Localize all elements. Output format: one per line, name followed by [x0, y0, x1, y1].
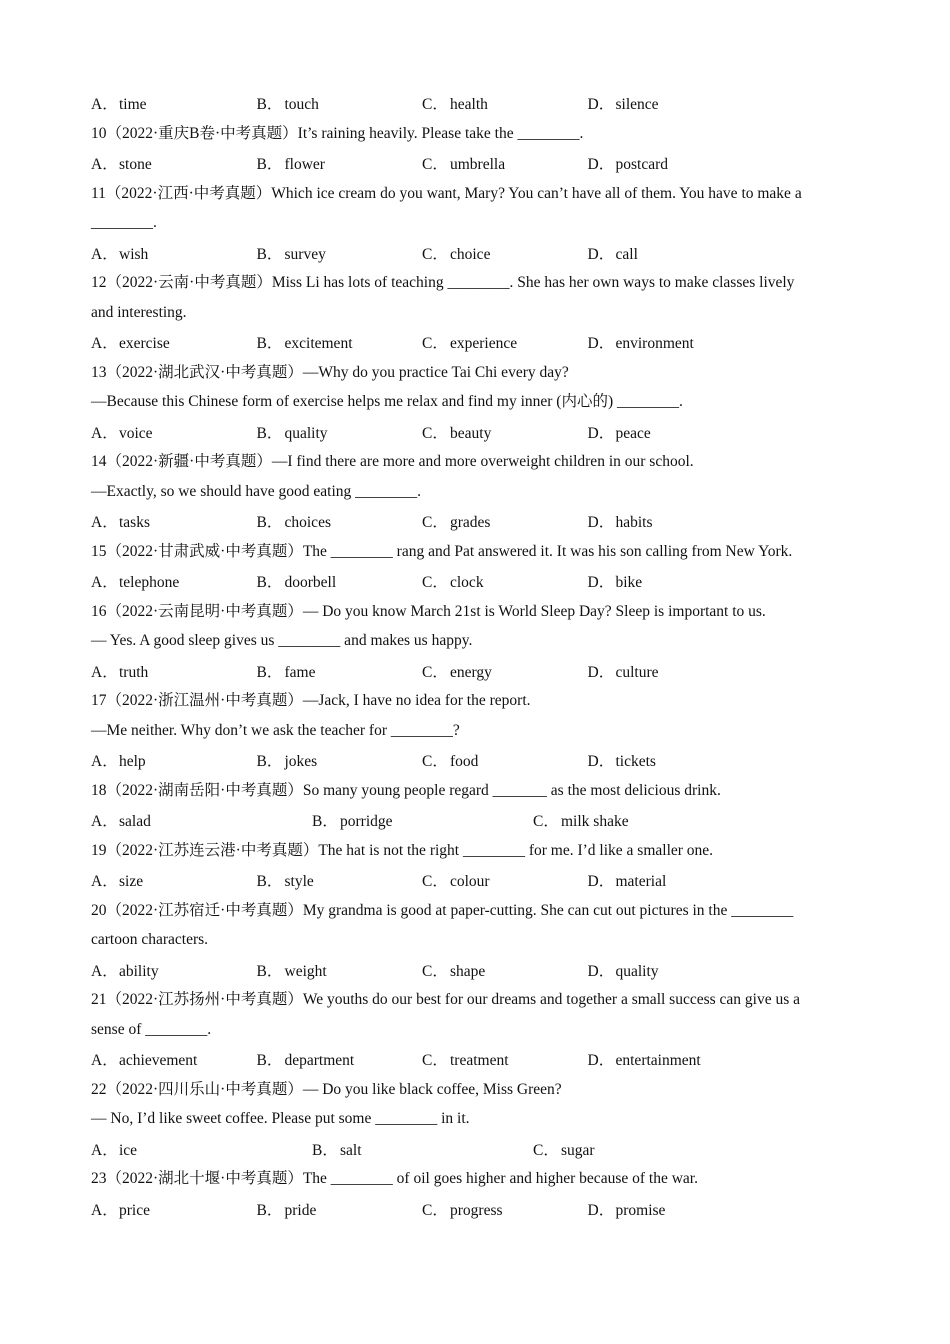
- option-letter: B．: [256, 245, 283, 263]
- option-text: colour: [450, 873, 490, 891]
- answer-option: [312, 1138, 533, 1160]
- answer-option: [533, 809, 733, 831]
- answer-options: [91, 745, 861, 776]
- answer-option: [257, 510, 423, 532]
- answer-options: [91, 148, 861, 179]
- option-letter: D．: [587, 1201, 615, 1219]
- option-text: material: [615, 873, 667, 891]
- option-letter: A．: [91, 663, 118, 681]
- option-letter: D．: [587, 574, 615, 592]
- answer-option: [91, 92, 257, 114]
- option-text: health: [450, 96, 488, 114]
- answer-option: [257, 869, 423, 891]
- option-text: stone: [119, 156, 152, 174]
- option-text: flower: [284, 156, 325, 174]
- question-stem-line: 21（2022·江苏扬州·中考真题）We youths do our best for our dreams and together a small success can give us a: [91, 991, 801, 1008]
- question-stem-line: cartoon characters.: [91, 931, 209, 948]
- question-stem-line: 17（2022·浙江温州·中考真题）—Jack, I have no idea for the report.: [91, 692, 531, 709]
- option-letter: A．: [91, 424, 118, 442]
- answer-option: [257, 92, 423, 114]
- question-q17: [91, 686, 861, 776]
- option-letter: B．: [256, 663, 283, 681]
- answer-option: [422, 510, 588, 532]
- option-letter: A．: [91, 753, 118, 771]
- option-text: bike: [615, 574, 643, 592]
- answer-option: [257, 749, 423, 771]
- option-letter: A．: [91, 1201, 118, 1219]
- answer-option: [91, 510, 257, 532]
- answer-option: [257, 959, 423, 981]
- option-letter: A．: [91, 245, 118, 263]
- option-letter: B．: [256, 424, 283, 442]
- answer-options: [91, 88, 861, 119]
- option-text: choice: [450, 245, 491, 263]
- answer-option: [257, 570, 423, 592]
- answer-option: [588, 1198, 754, 1220]
- question-stem-line: —Because this Chinese form of exercise helps me relax and find my inner (内心的) ________.: [91, 393, 683, 410]
- answer-option: [91, 660, 257, 682]
- option-letter: A．: [91, 962, 118, 980]
- answer-option: [312, 809, 533, 831]
- answer-option: [588, 421, 754, 443]
- question-stem-line: and interesting.: [91, 303, 187, 321]
- answer-option: [91, 869, 257, 891]
- answer-option: [91, 152, 257, 174]
- option-text: call: [615, 245, 638, 263]
- question-stem-line: 23（2022·湖北十堰·中考真题）The ________ of oil goes higher and higher because of the war.: [91, 1170, 698, 1187]
- answer-option: [257, 1198, 423, 1220]
- option-text: price: [119, 1201, 150, 1219]
- option-text: weight: [284, 962, 327, 980]
- answer-options: [91, 327, 861, 358]
- option-text: environment: [615, 335, 694, 353]
- option-text: quality: [615, 962, 659, 980]
- answer-options: [91, 417, 861, 448]
- option-text: entertainment: [615, 1052, 701, 1070]
- question-stem-line: — No, I’d like sweet coffee. Please put some ________ in it.: [91, 1110, 470, 1127]
- option-text: culture: [615, 663, 659, 681]
- question-list: [91, 88, 861, 1224]
- option-text: promise: [615, 1201, 666, 1219]
- option-letter: A．: [91, 96, 118, 114]
- option-text: quality: [284, 424, 328, 442]
- option-text: grades: [450, 514, 491, 532]
- question-stem-line: 13（2022·湖北武汉·中考真题）—Why do you practice Tai Chi every day?: [91, 363, 569, 381]
- option-letter: B．: [256, 96, 283, 114]
- answer-options: [91, 566, 861, 597]
- answer-option: [422, 92, 588, 114]
- answer-option: [588, 660, 754, 682]
- option-letter: D．: [587, 156, 615, 174]
- option-text: beauty: [450, 424, 492, 442]
- answer-option: [257, 421, 423, 443]
- option-text: survey: [284, 245, 326, 263]
- question-q18: [91, 776, 861, 836]
- question-q19: [91, 836, 861, 896]
- option-letter: D．: [587, 514, 615, 532]
- option-text: fame: [284, 663, 316, 681]
- question-q16: [91, 597, 861, 687]
- answer-option: [91, 809, 312, 831]
- option-letter: B．: [256, 156, 283, 174]
- question-q9: [91, 88, 861, 119]
- answer-option: [91, 1048, 257, 1070]
- answer-option: [588, 749, 754, 771]
- question-q15: [91, 537, 861, 597]
- option-text: food: [450, 753, 479, 771]
- question-q20: [91, 896, 861, 986]
- answer-options: [91, 656, 861, 687]
- answer-option: [588, 1048, 754, 1070]
- answer-options: [91, 1134, 861, 1165]
- option-letter: C．: [422, 873, 448, 891]
- option-letter: C．: [422, 962, 448, 980]
- option-text: habits: [615, 514, 653, 532]
- option-letter: C．: [422, 96, 448, 114]
- answer-options: [91, 506, 861, 537]
- question-stem-line: 22（2022·四川乐山·中考真题）— Do you like black coffee, Miss Green?: [91, 1080, 562, 1098]
- option-letter: D．: [587, 245, 615, 263]
- answer-option: [422, 242, 588, 264]
- option-letter: A．: [91, 156, 118, 174]
- option-letter: A．: [91, 514, 118, 532]
- option-text: time: [119, 96, 147, 114]
- answer-option: [533, 1138, 733, 1160]
- question-stem-line: 10（2022·重庆B卷·中考真题）It’s raining heavily. Please take the ________.: [91, 124, 584, 142]
- option-text: silence: [615, 96, 659, 114]
- option-letter: C．: [422, 753, 448, 771]
- option-letter: A．: [91, 873, 118, 891]
- question-stem-line: 16（2022·云南昆明·中考真题）— Do you know March 21st is World Sleep Day? Sleep is important to us.: [91, 602, 766, 620]
- option-text: telephone: [119, 574, 180, 592]
- option-text: progress: [450, 1201, 503, 1219]
- option-text: tickets: [615, 753, 656, 771]
- option-letter: A．: [91, 574, 118, 592]
- answer-option: [257, 660, 423, 682]
- answer-option: [422, 660, 588, 682]
- option-text: energy: [450, 663, 492, 681]
- option-text: milk shake: [561, 813, 629, 831]
- question-stem-line: 12（2022·云南·中考真题）Miss Li has lots of teaching ________. She has her own ways to make classes lively: [91, 274, 795, 291]
- option-text: touch: [284, 96, 319, 114]
- answer-options: [91, 805, 861, 836]
- question-q22: [91, 1075, 861, 1165]
- answer-option: [91, 749, 257, 771]
- question-stem-line: ________.: [91, 214, 157, 231]
- option-text: salt: [340, 1141, 362, 1159]
- answer-option: [91, 1198, 257, 1220]
- option-letter: C．: [533, 1141, 559, 1159]
- option-text: ability: [119, 962, 159, 980]
- option-text: doorbell: [284, 574, 337, 592]
- option-letter: C．: [422, 156, 448, 174]
- option-letter: C．: [422, 1052, 448, 1070]
- question-q12: [91, 268, 861, 358]
- answer-options: [91, 865, 861, 896]
- option-letter: B．: [256, 1201, 283, 1219]
- option-letter: A．: [91, 1052, 118, 1070]
- option-text: salad: [119, 813, 151, 831]
- answer-options: [91, 1194, 861, 1225]
- question-q11: [91, 179, 861, 269]
- answer-option: [422, 749, 588, 771]
- option-letter: B．: [256, 1052, 283, 1070]
- option-text: help: [119, 753, 146, 771]
- question-stem-line: —Exactly, so we should have good eating ________.: [91, 482, 422, 500]
- option-text: department: [284, 1052, 355, 1070]
- answer-option: [91, 959, 257, 981]
- option-letter: B．: [256, 574, 283, 592]
- option-letter: C．: [422, 663, 448, 681]
- option-text: experience: [450, 335, 518, 353]
- question-q10: [91, 119, 861, 179]
- question-q21: [91, 985, 861, 1075]
- option-text: pride: [284, 1201, 317, 1219]
- answer-option: [422, 1048, 588, 1070]
- option-letter: D．: [587, 962, 615, 980]
- option-letter: B．: [256, 514, 283, 532]
- option-letter: D．: [587, 873, 615, 891]
- option-letter: C．: [422, 514, 448, 532]
- answer-option: [588, 92, 754, 114]
- option-text: porridge: [340, 813, 393, 831]
- option-text: truth: [119, 663, 149, 681]
- option-letter: C．: [422, 1201, 448, 1219]
- question-stem-line: 18（2022·湖南岳阳·中考真题）So many young people regard _______ as the most delicious drink.: [91, 781, 721, 799]
- option-letter: C．: [422, 335, 448, 353]
- answer-option: [422, 421, 588, 443]
- option-text: sugar: [561, 1141, 595, 1159]
- option-letter: D．: [587, 1052, 615, 1070]
- question-q14: [91, 447, 861, 537]
- answer-option: [422, 1198, 588, 1220]
- answer-options: [91, 955, 861, 986]
- option-letter: B．: [256, 753, 283, 771]
- answer-option: [257, 331, 423, 353]
- question-stem-line: 11（2022·江西·中考真题）Which ice cream do you want, Mary? You can’t have all of them. You have to make a: [91, 184, 802, 202]
- answer-option: [91, 421, 257, 443]
- option-text: tasks: [119, 514, 150, 532]
- option-text: shape: [450, 962, 486, 980]
- option-letter: A．: [91, 1141, 118, 1159]
- option-text: clock: [450, 574, 484, 592]
- answer-options: [91, 1044, 861, 1075]
- option-text: voice: [119, 424, 153, 442]
- option-letter: B．: [256, 873, 283, 891]
- answer-option: [588, 152, 754, 174]
- question-stem-line: sense of ________.: [91, 1020, 212, 1038]
- answer-option: [422, 869, 588, 891]
- option-text: style: [284, 873, 314, 891]
- answer-options: [91, 238, 861, 269]
- option-letter: A．: [91, 335, 118, 353]
- answer-option: [588, 331, 754, 353]
- option-text: ice: [119, 1141, 138, 1159]
- answer-option: [91, 242, 257, 264]
- answer-option: [422, 570, 588, 592]
- answer-option: [588, 242, 754, 264]
- answer-option: [588, 869, 754, 891]
- option-text: exercise: [119, 335, 170, 353]
- answer-option: [91, 1138, 312, 1160]
- option-letter: D．: [587, 335, 615, 353]
- answer-option: [257, 152, 423, 174]
- question-stem-line: 19（2022·江苏连云港·中考真题）The hat is not the right ________ for me. I’d like a smaller one.: [91, 841, 714, 859]
- question-stem-line: —Me neither. Why don’t we ask the teacher for ________?: [91, 721, 460, 739]
- option-text: umbrella: [450, 156, 506, 174]
- option-text: excitement: [284, 335, 353, 353]
- option-text: choices: [284, 514, 331, 532]
- option-text: size: [119, 873, 144, 891]
- option-letter: D．: [587, 424, 615, 442]
- answer-option: [91, 331, 257, 353]
- option-letter: D．: [587, 753, 615, 771]
- option-text: peace: [615, 424, 651, 442]
- answer-option: [588, 510, 754, 532]
- option-letter: B．: [256, 335, 283, 353]
- option-letter: B．: [256, 962, 283, 980]
- answer-option: [422, 959, 588, 981]
- question-stem-line: 14（2022·新疆·中考真题）—I find there are more and more overweight children in our school.: [91, 453, 694, 470]
- answer-option: [588, 959, 754, 981]
- question-stem-line: — Yes. A good sleep gives us ________ and makes us happy.: [91, 632, 473, 649]
- option-letter: B．: [312, 813, 338, 831]
- option-letter: C．: [422, 574, 448, 592]
- answer-option: [257, 242, 423, 264]
- answer-option: [257, 1048, 423, 1070]
- option-letter: B．: [312, 1141, 338, 1159]
- option-letter: C．: [533, 813, 559, 831]
- answer-option: [588, 570, 754, 592]
- answer-option: [422, 152, 588, 174]
- question-stem-line: 15（2022·甘肃武威·中考真题）The ________ rang and Pat answered it. It was his son calling from New York.: [91, 542, 793, 560]
- option-letter: C．: [422, 245, 448, 263]
- option-text: treatment: [450, 1052, 509, 1070]
- question-q13: [91, 358, 861, 448]
- option-text: achievement: [119, 1052, 198, 1070]
- option-text: wish: [119, 245, 149, 263]
- answer-option: [422, 331, 588, 353]
- option-letter: A．: [91, 813, 118, 831]
- question-stem-line: 20（2022·江苏宿迁·中考真题）My grandma is good at paper-cutting. She can cut out pictures in the ________: [91, 901, 794, 919]
- question-q23: [91, 1164, 861, 1224]
- option-text: postcard: [615, 156, 669, 174]
- option-text: jokes: [284, 753, 318, 771]
- option-letter: C．: [422, 424, 448, 442]
- option-letter: D．: [587, 96, 615, 114]
- answer-option: [91, 570, 257, 592]
- option-letter: D．: [587, 663, 615, 681]
